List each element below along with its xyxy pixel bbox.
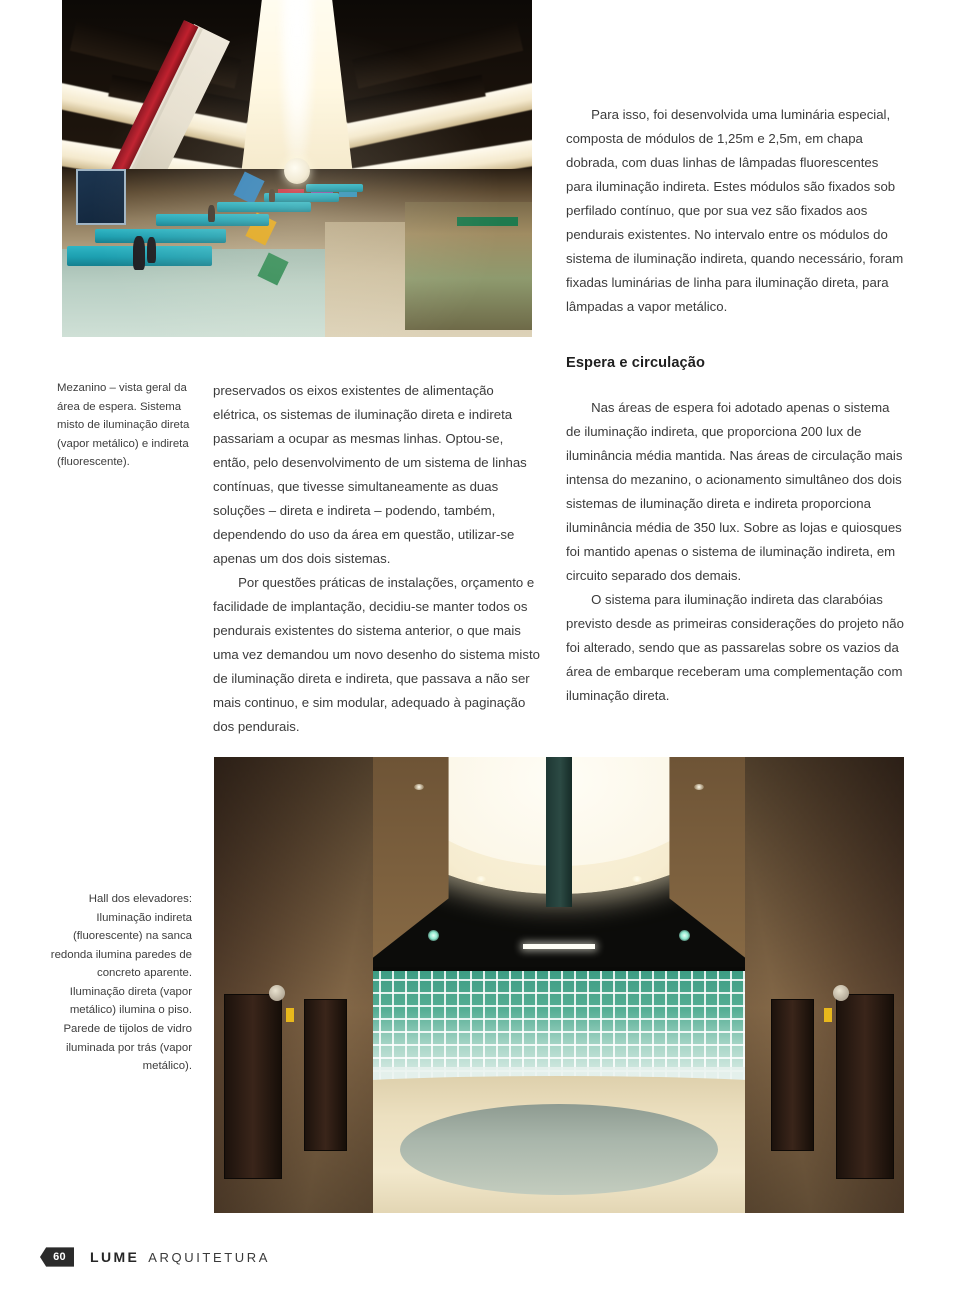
elevator-door xyxy=(836,994,893,1178)
page-footer xyxy=(40,1243,270,1271)
page-number: 60 xyxy=(53,1251,66,1263)
section-heading: Espera e circulação xyxy=(566,355,706,371)
paragraph: O sistema para iluminação indireta das clarabóias previsto desde as primeiras considerações do projeto não foi alterado, sendo que as passarelas sobre os vazios da área de embarque receberam uma complementação com iluminação direta. xyxy=(566,592,904,704)
caption-elevator-hall: Hall dos elevadores: Iluminação indireta (fluorescente) na sanca redonda ilumina paredes de concreto aparente. Iluminação direta (vapor metálico) ilumina o piso. Parede de tijolos de vidro iluminada por trás (vapor metálico). xyxy=(50,893,192,1073)
linear-luminaire xyxy=(523,944,595,949)
downlight xyxy=(476,876,486,882)
article-column-right-bottom xyxy=(566,396,906,708)
page-number-badge xyxy=(40,1246,74,1268)
article-column-right-top xyxy=(566,103,906,319)
brand-name-arquitetura: ARQUITETURA xyxy=(148,1250,271,1265)
floor-circle-inlay xyxy=(400,1104,717,1195)
ceiling-duct xyxy=(546,757,572,907)
elevator-door xyxy=(771,999,814,1151)
light-haze-overlay xyxy=(62,0,532,337)
elevator-door xyxy=(224,994,281,1178)
paragraph: preservados os eixos existentes de alimentação elétrica, os sistemas de iluminação direta e indireta passariam a ocupar as mesmas linhas. Optou-se, então, pelo desenvolvimento de um sistema de linhas contínuas, que tivesse simultaneamente as duas soluções – direta e indireta – podendo, também, dependendo do uso da área em questão, utilizar-se apenas um dos dois sistemas. xyxy=(213,383,527,567)
brand-name-lume: LUME xyxy=(90,1249,140,1265)
paragraph: Para isso, foi desenvolvida uma luminária especial, composta de módulos de 1,25m e 2,5m, em chapa dobrada, com duas linhas de lâmpadas fluorescentes para iluminação indireta. Estes módulos são fixados sob perfilado contínuo, que por sua vez são fixados aos pendurais existentes. No intervalo entre os módulos do sistema de iluminação indireta, quando necessário, foram fixadas luminárias de linha para iluminação direta, para lâmpadas a vapor metálico. xyxy=(566,107,904,315)
downlight xyxy=(632,876,642,882)
elevator-door xyxy=(304,999,347,1151)
call-button-plate xyxy=(824,1008,832,1022)
photo-mezzanine-overview xyxy=(62,0,532,337)
photo-elevator-hall xyxy=(214,757,904,1213)
paragraph: Por questões práticas de instalações, orçamento e facilidade de implantação, decidiu-se manter todos os pendurais existentes do sistema anterior, o que mais uma vez demandou um novo desenho do sistema misto de iluminação direta e indireta, que passava a não ser mais continuo, e sim modular, adequado à paginação dos pendurais. xyxy=(213,575,540,735)
call-button-plate xyxy=(286,1008,294,1022)
wall-sconce xyxy=(833,985,849,1001)
paragraph: Nas áreas de espera foi adotado apenas o sistema de iluminação indireta, que proporciona 200 lux de iluminância média mantida. Nas áreas de circulação mais intensa do mezanino, o acionamento simultâneo dos dois sistemas de iluminação direta e indireta proporciona iluminância média de 350 lux. Sobre as lojas e quiosques foi mantido apenas o sistema de iluminação indireta, em circuito separado dos demais. xyxy=(566,400,903,584)
caption-mezzanine: Mezanino – vista geral da área de espera. Sistema misto de iluminação direta (vapor metálico) e indireta (fluorescente). xyxy=(57,382,190,469)
article-column-middle xyxy=(213,379,543,739)
magazine-brand xyxy=(90,1249,270,1265)
